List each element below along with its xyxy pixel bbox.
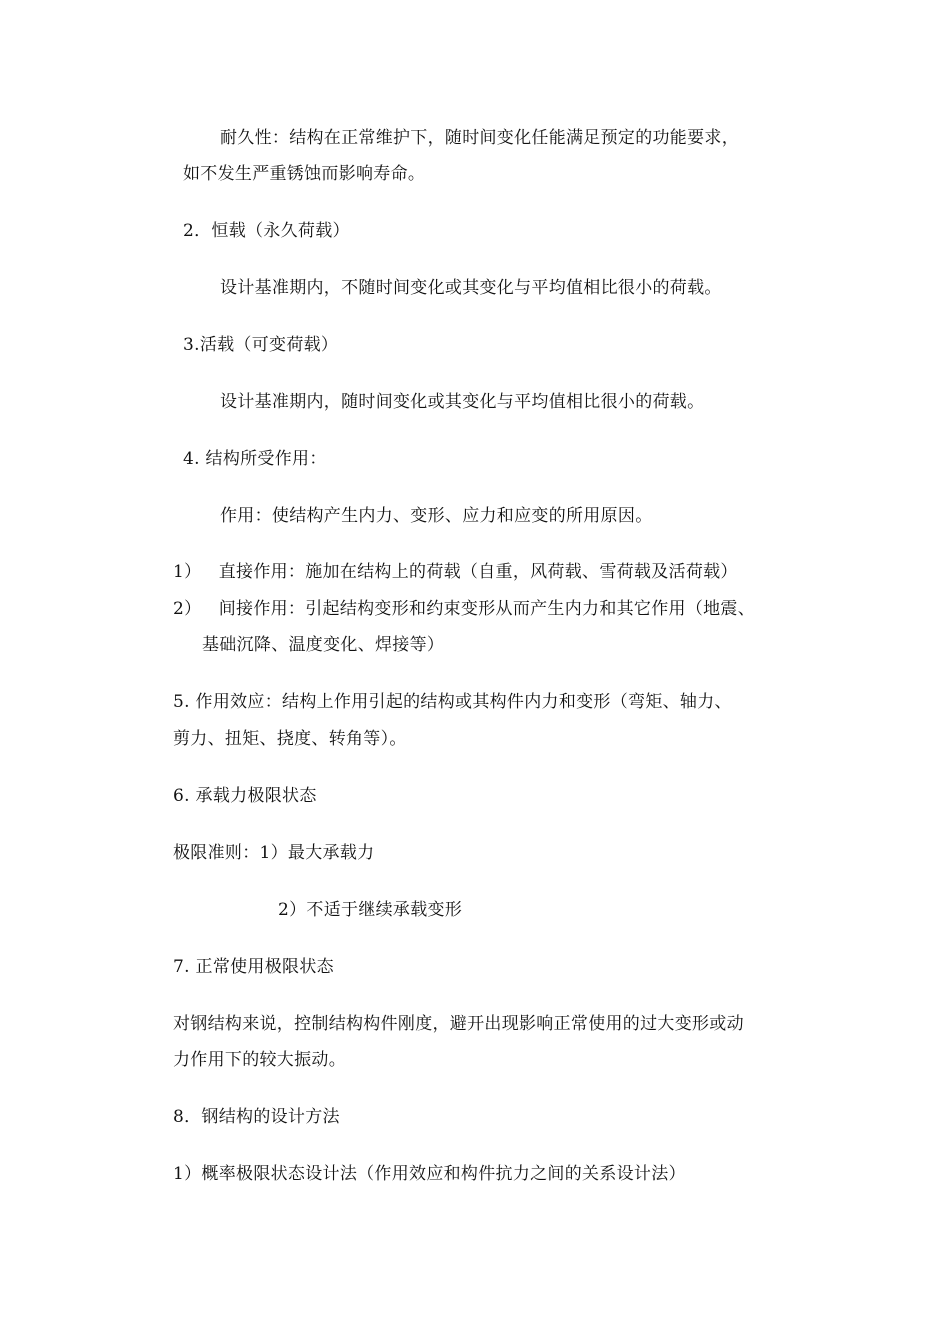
list-item-text: 直接作用：施加在结构上的荷载（自重，风荷载、雪荷载及活荷载） — [218, 562, 738, 582]
list-item-number: 1） — [173, 562, 202, 582]
section-5-line-2: 剪力、扭矩、挠度、转角等）。 — [173, 729, 407, 749]
section-4-heading: 4. 结构所受作用： — [183, 449, 327, 469]
section-6-criteria-1: 极限准则：1）最大承载力 — [173, 843, 375, 863]
list-item-continuation: 基础沉降、温度变化、焊接等） — [202, 635, 445, 655]
section-6-criteria-2: 2）不适于继续承载变形 — [278, 900, 463, 920]
section-4-body: 作用：使结构产生内力、变形、应力和应变的所用原因。 — [220, 506, 653, 526]
section-3-heading: 3.活载（可变荷载） — [183, 335, 339, 355]
list-item — [173, 597, 755, 621]
section-8-heading: 8．钢结构的设计方法 — [173, 1107, 340, 1127]
section-2-heading: 2．恒载（永久荷载） — [183, 221, 350, 241]
section-3-body: 设计基准期内，随时间变化或其变化与平均值相比很小的荷载。 — [220, 392, 705, 412]
section-5-line-1: 5. 作用效应：结构上作用引起的结构或其构件内力和变形（弯矩、轴力、 — [173, 692, 732, 712]
section-7-heading: 7. 正常使用极限状态 — [173, 957, 334, 977]
durability-line-2: 如不发生严重锈蚀而影响寿命。 — [183, 164, 426, 184]
section-7-line-1: 对钢结构来说，控制结构构件刚度，避开出现影响正常使用的过大变形或动 — [173, 1014, 744, 1034]
section-8-item-1: 1）概率极限状态设计法（作用效应和构件抗力之间的关系设计法） — [173, 1164, 686, 1184]
list-item — [173, 560, 738, 584]
section-7-line-2: 力作用下的较大振动。 — [173, 1050, 346, 1070]
durability-line-1: 耐久性：结构在正常维护下，随时间变化任能满足预定的功能要求， — [220, 128, 739, 148]
section-6-heading: 6. 承载力极限状态 — [173, 786, 317, 806]
list-item-number: 2） — [173, 599, 202, 619]
section-2-body: 设计基准期内，不随时间变化或其变化与平均值相比很小的荷载。 — [220, 278, 722, 298]
list-item-text: 间接作用：引起结构变形和约束变形从而产生内力和其它作用（地震、 — [218, 599, 756, 619]
